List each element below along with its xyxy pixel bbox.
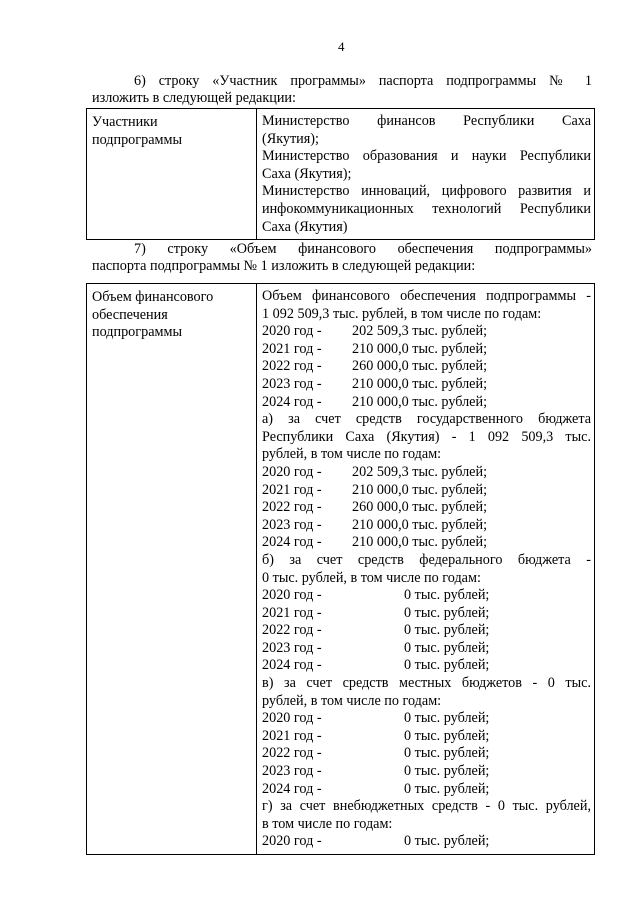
participants-label-line-2: подпрограммы xyxy=(92,131,182,148)
page-number: 4 xyxy=(338,39,345,54)
section-g-line-1: г) за счет внебюджетных средств - 0 тыс. рублей, xyxy=(262,798,591,815)
year-row: 2023 год - 210 000,0 тыс. рублей; xyxy=(262,516,488,533)
section-b-line-1: б) за счет средств федерального бюджета - xyxy=(262,551,591,568)
item-6-line-2: изложить в следующей редакции: xyxy=(92,90,296,107)
year-row: 2024 год - 210 000,0 тыс. рублей; xyxy=(262,393,488,410)
year-row: 2024 год - 0 тыс. рублей; xyxy=(262,780,490,797)
item-7-line-1: 7) строку «Объем финансового обеспечения подпрограммы» xyxy=(134,241,592,257)
participants-line-6: инфокоммуникационных технологий Республики xyxy=(262,200,591,217)
financing-row xyxy=(87,284,595,855)
year-row: 2023 год - 0 тыс. рублей; xyxy=(262,639,490,656)
section-a-by-year xyxy=(262,464,591,552)
section-v-line-2: рублей, в том числе по годам: xyxy=(262,692,442,709)
item-6-line-1: 6) строку «Участник программы» паспорта подпрограммы № 1 xyxy=(134,73,592,89)
year-row: 2020 год - 0 тыс. рублей; xyxy=(262,710,490,727)
total-by-year xyxy=(262,323,591,411)
financing-label-line-2: обеспечения xyxy=(92,306,168,323)
section-b-by-year xyxy=(262,587,591,675)
year-row: 2022 год - 0 тыс. рублей; xyxy=(262,745,490,762)
financing-label-line-3: подпрограммы xyxy=(92,324,182,341)
item-6-paragraph xyxy=(92,73,592,107)
year-row: 2021 год - 0 тыс. рублей; xyxy=(262,604,490,621)
participants-line-5: Министерство инноваций, цифрового развития и xyxy=(262,183,591,200)
year-row: 2020 год - 0 тыс. рублей; xyxy=(262,587,490,604)
year-row: 2022 год - 260 000,0 тыс. рублей; xyxy=(262,358,488,375)
section-g-by-year xyxy=(262,833,591,851)
year-row: 2024 год - 210 000,0 тыс. рублей; xyxy=(262,534,488,551)
section-v-line-1: в) за счет средств местных бюджетов - 0 тыс. xyxy=(262,675,591,692)
item-7-line-2: паспорта подпрограммы № 1 изложить в следующей редакции: xyxy=(92,258,476,275)
financing-label-cell xyxy=(87,284,257,855)
participants-label-line-1: Участники xyxy=(92,114,158,130)
section-b-line-2: 0 тыс. рублей, в том числе по годам: xyxy=(262,569,481,586)
year-row: 2023 год - 210 000,0 тыс. рублей; xyxy=(262,375,488,392)
year-row: 2021 год - 210 000,0 тыс. рублей; xyxy=(262,481,488,498)
intro-line-1: Объем финансового обеспечения подпрограммы - xyxy=(262,288,591,304)
year-row: 2020 год - 202 509,3 тыс. рублей; xyxy=(262,323,488,340)
year-row: 2021 год - 210 000,0 тыс. рублей; xyxy=(262,340,488,357)
participants-table xyxy=(86,108,595,240)
participants-line-4: Саха (Якутия); xyxy=(262,165,352,182)
participants-line-1: Министерство финансов Республики Саха xyxy=(262,113,591,129)
section-a-line-3: рублей, в том числе по годам: xyxy=(262,446,442,463)
year-row: 2021 год - 0 тыс. рублей; xyxy=(262,727,490,744)
financing-label-line-1: Объем финансового xyxy=(92,289,214,305)
year-row: 2023 год - 0 тыс. рублей; xyxy=(262,763,490,780)
participants-label-cell xyxy=(87,109,257,240)
financing-content-cell xyxy=(257,284,595,855)
year-row: 2022 год - 0 тыс. рублей; xyxy=(262,622,490,639)
financing-table xyxy=(86,283,595,855)
section-g-line-2: в том числе по годам: xyxy=(262,815,393,832)
year-row: 2020 год - 0 тыс. рублей; xyxy=(262,833,490,850)
section-a-line-2: Республики Саха (Якутия) - 1 092 509,3 тыс. xyxy=(262,428,591,445)
section-a-line-1: а) за счет средств государственного бюджета xyxy=(262,411,591,428)
year-row: 2024 год - 0 тыс. рублей; xyxy=(262,657,490,674)
participants-row xyxy=(87,109,595,240)
participants-line-2: (Якутия); xyxy=(262,130,319,147)
year-row: 2022 год - 260 000,0 тыс. рублей; xyxy=(262,499,488,516)
section-v-by-year xyxy=(262,710,591,798)
participants-content-cell xyxy=(257,109,595,240)
year-row: 2020 год - 202 509,3 тыс. рублей; xyxy=(262,463,488,480)
intro-line-2: 1 092 509,3 тыс. рублей, в том числе по годам: xyxy=(262,305,542,322)
participants-line-7: Саха (Якутия) xyxy=(262,218,348,235)
participants-line-3: Министерство образования и науки Республики xyxy=(262,148,591,165)
item-7-paragraph xyxy=(92,241,592,275)
